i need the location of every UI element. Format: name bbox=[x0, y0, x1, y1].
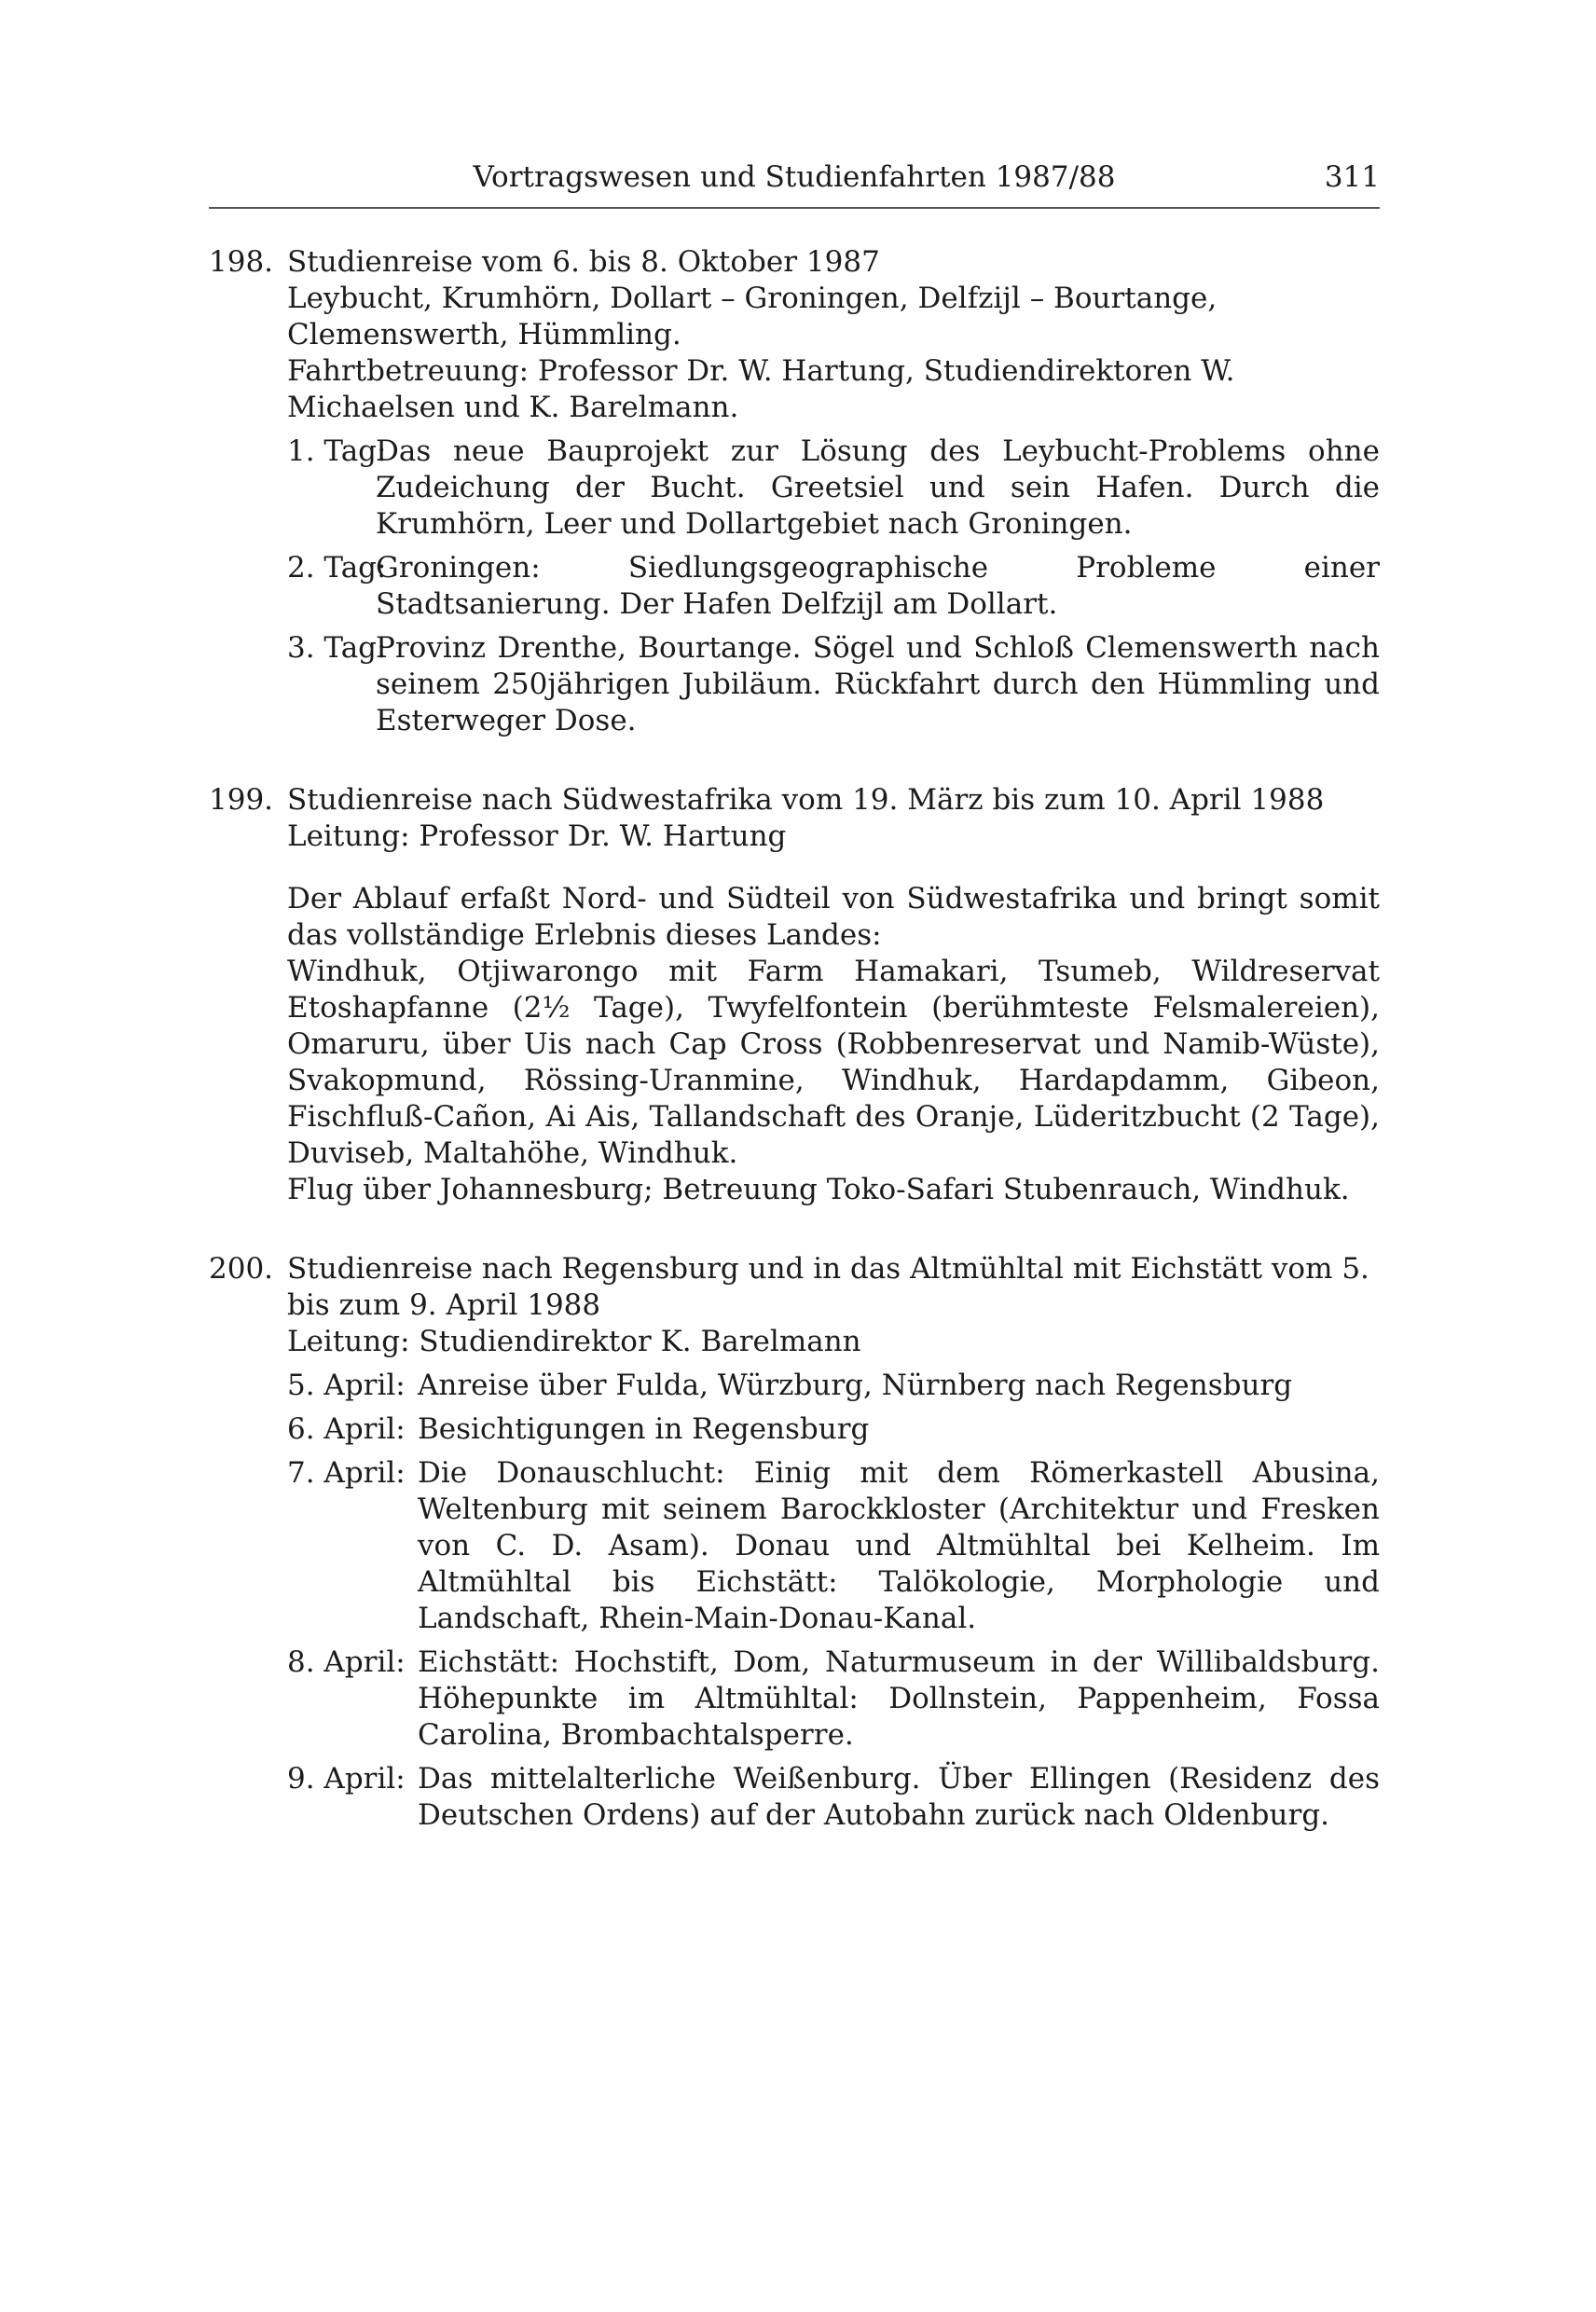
entry-number: 199. bbox=[209, 783, 274, 817]
day-label: 3. Tag: bbox=[287, 631, 387, 665]
day-label: 6. April: bbox=[287, 1412, 406, 1446]
day-item bbox=[287, 434, 1380, 543]
day-description: Die Donauschlucht: Einig mit dem Römerkastell Abusina, Weltenburg mit seinem Barockkloster (Architektur und Fresken von C. D. Asam). Donau und Altmühltal bei Kelheim. Im Altmühltal bis Eichstätt: Talökologie, Morphologie und Landschaft, Rhein-Main-Donau-Kanal. bbox=[418, 1456, 1380, 1635]
running-title: Vortragswesen und Studienfahrten 1987/88 bbox=[473, 160, 1116, 194]
trip-title: Studienreise nach Südwestafrika vom 19. März bis zum 10. April 1988 bbox=[287, 783, 1325, 817]
day-item bbox=[287, 1368, 1380, 1404]
day-item bbox=[287, 1411, 1380, 1448]
day-description: Eichstätt: Hochstift, Dom, Naturmuseum in der Willibaldsburg. Höhepunkte im Altmühltal: Dollnstein, Pappenheim, Fossa Carolina, Brombachtalsperre. bbox=[418, 1645, 1380, 1752]
entry-number: 200. bbox=[209, 1252, 274, 1286]
trip-itinerary: Windhuk, Otjiwarongo mit Farm Hamakari, Tsumeb, Wildreservat Etoshapfanne (2½ Tage), Twyfelfontein (berühmteste Felsmalereien), Omaruru, über Uis nach Cap Cross (Robbenreservat und Namib-Wüste), Svakopmund, Rössing-Uranmine, Windhuk, Hardapdamm, Gibeon, Fischfluß-Cañon, Ai Ais, Tallandschaft des Oranje, Lüderitzbucht (2 Tage), Duviseb, Maltahöhe, Windhuk. bbox=[287, 955, 1380, 1170]
day-item bbox=[287, 1455, 1380, 1637]
day-label: 1. Tag: bbox=[287, 434, 387, 468]
trip-overview: Der Ablauf erfaßt Nord- und Südteil von Südwestafrika und bringt somit das vollständige Erlebnis dieses Landes: bbox=[287, 882, 1380, 952]
day-item bbox=[287, 1761, 1380, 1834]
day-schedule bbox=[287, 434, 1380, 739]
day-description: Das mittelalterliche Weißenburg. Über Ellingen (Residenz des Deutschen Ordens) auf der Autobahn zurück nach Oldenburg. bbox=[418, 1762, 1380, 1832]
trip-leader: Leitung: Professor Dr. W. Hartung bbox=[287, 819, 787, 853]
entry-198 bbox=[209, 244, 1380, 739]
day-label: 5. April: bbox=[287, 1369, 406, 1402]
day-label: 8. April: bbox=[287, 1645, 406, 1679]
day-label: 9. April: bbox=[287, 1762, 406, 1796]
day-description: Anreise über Fulda, Würzburg, Nürnberg nach Regensburg bbox=[418, 1369, 1293, 1402]
day-description: Groningen: Siedlungsgeographische Probleme einer Stadtsanierung. Der Hafen Delfzijl am Dollart. bbox=[376, 551, 1380, 621]
trip-leader: Leitung: Studiendirektor K. Barelmann bbox=[287, 1325, 861, 1358]
trip-title: Studienreise nach Regensburg und in das Altmühltal mit Eichstätt vom 5. bis zum 9. April 1988 bbox=[287, 1252, 1369, 1322]
day-label: 7. April: bbox=[287, 1456, 406, 1490]
page-number: 311 bbox=[1324, 160, 1380, 194]
trip-title: Studienreise vom 6. bis 8. Oktober 1987 bbox=[287, 245, 880, 279]
trip-flight-info: Flug über Johannesburg; Betreuung Toko-Safari Stubenrauch, Windhuk. bbox=[287, 1173, 1350, 1206]
day-description: Das neue Bauprojekt zur Lösung des Leybucht-Problems ohne Zudeichung der Bucht. Greetsiel und sein Hafen. Durch die Krumhörn, Leer und Dollartgebiet nach Groningen. bbox=[376, 434, 1380, 541]
trip-route: Leybucht, Krumhörn, Dollart – Groningen, Delfzijl – Bourtange, Clemenswerth, Hümmling. bbox=[287, 282, 1218, 351]
entry-number: 198. bbox=[209, 245, 274, 279]
entries-list bbox=[209, 244, 1380, 1877]
trip-guides: Fahrtbetreuung: Professor Dr. W. Hartung, Studiendirektoren W. Michaelsen und K. Barelmann. bbox=[287, 354, 1235, 424]
day-description: Besichtigungen in Regensburg bbox=[418, 1412, 870, 1446]
day-item bbox=[287, 630, 1380, 739]
entry-199 bbox=[209, 782, 1380, 1208]
day-item bbox=[287, 1645, 1380, 1754]
day-item bbox=[287, 550, 1380, 623]
day-label: 2. Tag: bbox=[287, 551, 387, 585]
day-description: Provinz Drenthe, Bourtange. Sögel und Schloß Clemenswerth nach seinem 250jährigen Jubiläum. Rückfahrt durch den Hümmling und Esterweger Dose. bbox=[376, 631, 1380, 737]
entry-200 bbox=[209, 1251, 1380, 1834]
running-header bbox=[209, 151, 1380, 209]
day-schedule bbox=[287, 1368, 1380, 1834]
